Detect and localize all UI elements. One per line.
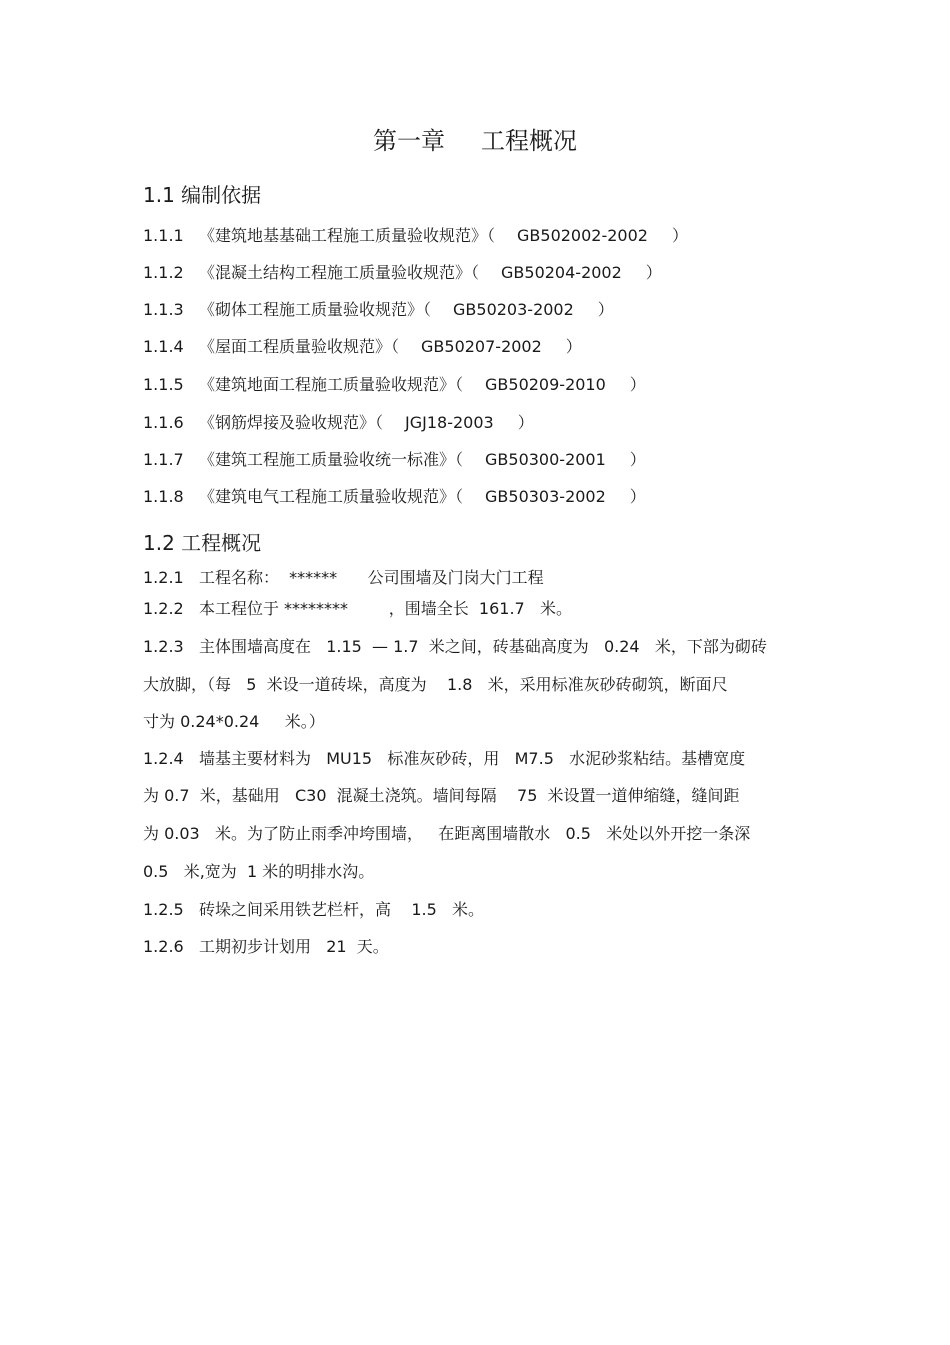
item-number: 1.1.3: [143, 300, 184, 319]
section-heading-1-1: 1.1 编制依据: [143, 183, 262, 207]
item-title: 《建筑电气工程施工质量验收规范》（: [199, 487, 464, 506]
item-number: 1.1.6: [143, 413, 184, 432]
overview-line: 寸为 0.24*0.24 米。）: [143, 712, 325, 731]
item-title: 《建筑地面工程施工质量验收规范》（: [199, 375, 464, 394]
item-number: 1.1.2: [143, 263, 184, 282]
item-number: 1.1.7: [143, 450, 184, 469]
item-number: 1.1.5: [143, 375, 184, 394]
overview-line: 为 0.03 米。为了防止雨季冲垮围墙， 在距离围墙散水 0.5 米处以外开挖一条深: [143, 824, 751, 843]
item-close: ）: [517, 413, 534, 432]
item-close: ）: [645, 263, 662, 282]
item-number: 1.1.1: [143, 226, 184, 245]
item-title: 《建筑工程施工质量验收统一标准》（: [199, 450, 464, 469]
overview-line: 1.2.1 工程名称： ****** 公司围墙及门岗大门工程: [143, 568, 544, 587]
item-code: GB50209-2010: [485, 375, 606, 394]
item-title: 《砌体工程施工质量验收规范》（: [199, 300, 432, 319]
overview-line: 为 0.7 米，基础用 C30 混凝土浇筑。墙间每隔 75 米设置一道伸缩缝，缝间距: [143, 786, 740, 805]
item-code: GB50207-2002: [421, 337, 542, 356]
item-number: 1.1.8: [143, 487, 184, 506]
overview-line: 1.2.6 工期初步计划用 21 天。: [143, 937, 389, 956]
overview-line: 1.2.3 主体围墙高度在 1.15 — 1.7 米之间，砖基础高度为 0.24 米，下部为砌砖: [143, 637, 767, 656]
item-close: ）: [597, 300, 614, 319]
item-code: GB502002-2002: [517, 226, 648, 245]
item-code: GB50303-2002: [485, 487, 606, 506]
overview-line: 1.2.5 砖垛之间采用铁艺栏杆，高 1.5 米。: [143, 900, 485, 919]
item-close: ）: [629, 375, 646, 394]
item-number: 1.1.4: [143, 337, 184, 356]
item-code: GB50300-2001: [485, 450, 606, 469]
overview-line: 0.5 米,宽为 1 米的明排水沟。: [143, 862, 375, 881]
reference-item: [143, 335, 582, 359]
reference-item: [143, 261, 662, 285]
item-close: ）: [629, 487, 646, 506]
reference-item: [143, 411, 534, 435]
chapter-title: [0, 124, 950, 158]
item-code: GB50203-2002: [453, 300, 574, 319]
reference-item: [143, 298, 614, 322]
item-title: 《建筑地基基础工程施工质量验收规范》（: [199, 226, 496, 245]
section-heading-1-2: 1.2 工程概况: [143, 531, 262, 555]
item-code: GB50204-2002: [501, 263, 622, 282]
reference-item: [143, 485, 646, 509]
item-close: ）: [565, 337, 582, 356]
item-close: ）: [629, 450, 646, 469]
item-code: JGJ18-2003: [405, 413, 494, 432]
overview-line: 1.2.4 墙基主要材料为 MU15 标准灰砂砖，用 M7.5 水泥砂浆粘结。基槽宽度: [143, 749, 746, 768]
chapter-name: 工程概况: [481, 127, 577, 155]
item-title: 《屋面工程质量验收规范》（: [199, 337, 400, 356]
reference-item: [143, 448, 646, 472]
reference-item: [143, 224, 688, 248]
overview-line: 大放脚，（每 5 米设一道砖垛，高度为 1.8 米，采用标准灰砂砖砌筑，断面尺: [143, 675, 728, 694]
overview-line: 1.2.2 本工程位于 ******** ，围墙全长 161.7 米。: [143, 599, 572, 618]
chapter-number: 第一章: [373, 127, 445, 155]
item-close: ）: [671, 226, 688, 245]
item-title: 《钢筋焊接及验收规范》（: [199, 413, 384, 432]
item-title: 《混凝土结构工程施工质量验收规范》（: [199, 263, 480, 282]
reference-item: [143, 373, 646, 397]
